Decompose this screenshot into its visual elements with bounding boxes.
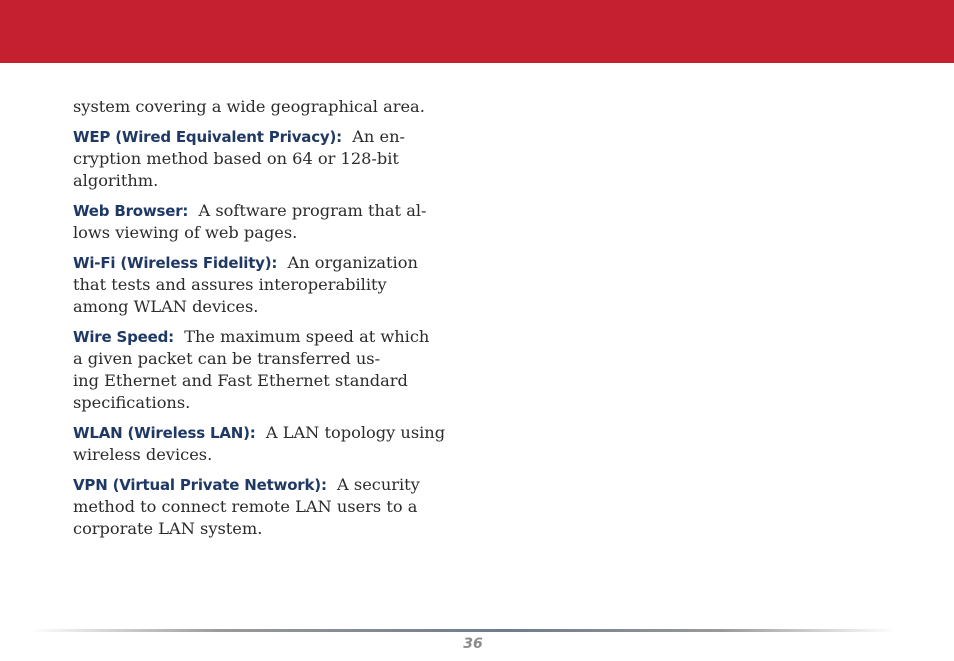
glossary-term: WLAN (Wireless LAN): (73, 424, 256, 442)
definition-line: that tests and assures interoperability (73, 275, 387, 294)
definition-line: ing Ethernet and Fast Ethernet standard (73, 371, 408, 390)
glossary-term: WEP (Wired Equivalent Privacy): (73, 128, 342, 146)
header-banner (0, 0, 954, 63)
continued-paragraph (73, 96, 468, 118)
definition-line: The maximum speed at which (184, 327, 430, 346)
continued-text: system covering a wide geographical area. (73, 97, 425, 116)
glossary-entry-web-browser (73, 200, 468, 244)
page-number: 36 (463, 636, 483, 652)
footer-divider (30, 629, 895, 632)
definition-line: An organization (287, 253, 418, 272)
definition-line: specifications. (73, 393, 191, 412)
glossary-term: Wire Speed: (73, 328, 174, 346)
definition-line: corporate LAN system. (73, 519, 263, 538)
definition-line: An en- (352, 127, 405, 146)
glossary-content (73, 96, 468, 548)
definition-line: A security (337, 475, 420, 494)
glossary-entry-wep (73, 126, 468, 192)
glossary-entry-wifi (73, 252, 468, 318)
glossary-entry-vpn (73, 474, 468, 540)
definition-line: A software program that al- (198, 201, 427, 220)
definition-line: wireless devices. (73, 445, 213, 464)
definition-line: method to connect remote LAN users to a (73, 497, 418, 516)
glossary-term: VPN (Virtual Private Network): (73, 476, 327, 494)
definition-line: algorithm. (73, 171, 159, 190)
definition-line: cryption method based on 64 or 128-bit (73, 149, 399, 168)
glossary-term: Wi-Fi (Wireless Fidelity): (73, 254, 278, 272)
glossary-entry-wire-speed (73, 326, 468, 414)
definition-line: lows viewing of web pages. (73, 223, 298, 242)
definition-line: among WLAN devices. (73, 297, 259, 316)
definition-line: a given packet can be transferred us- (73, 349, 381, 368)
glossary-entry-wlan (73, 422, 468, 466)
glossary-term: Web Browser: (73, 202, 189, 220)
definition-line: A LAN topology using (265, 423, 446, 442)
